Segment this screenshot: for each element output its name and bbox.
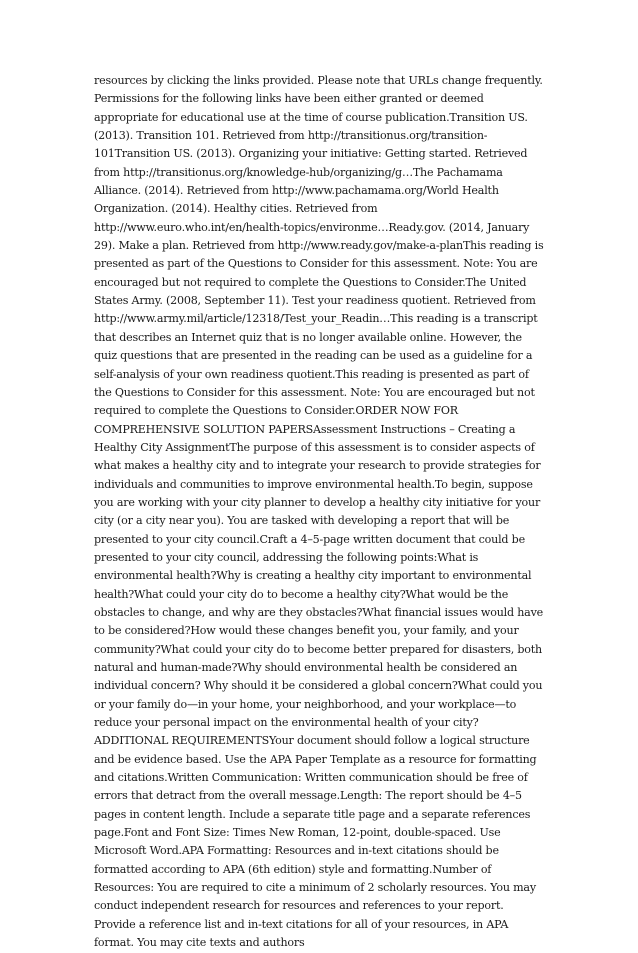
document-body-text: resources by clicking the links provided. Please note that URLs change frequently. Permissions for the following links have been either granted or deemed appropriate for educational use at the time of course publication.Transition US. (2013). Transition 101. Retrieved from http://transitionus.org/transition-101Transition US. (2013). Organizing your initiative: Getting started. Retrieved from http://transitionus.org/knowledge-hub/organizing/g…The Pachamama Alliance. (2014). Retrieved from http://www.pachamama.org/World Health Organization. (2014). Healthy cities. Retrieved from http://www.euro.who.int/en/health-topics/environme…Ready.gov. (2014, January 29). Make a plan. Retrieved from http://www.ready.gov/make-a-planThis reading is presented as part of the Questions to Consider for this assessment. Note: You are encouraged but not required to complete the Questions to Consider.The United States Army. (2008, September 11). Test your readiness quotient. Retrieved from http://www.army.mil/article/12318/Test_your_Readin…This reading is a transcript that describes an Internet quiz that is no longer available online. However, the quiz questions that are presented in the reading can be used as a guideline for a self-analysis of your own readiness quotient.This reading is presented as part of the Questions to Consider for this assessment. Note: You are encouraged but not required to complete the Questions to Consider.ORDER NOW FOR COMPREHENSIVE SOLUTION PAPERSAssessment Instructions – Creating a Healthy City AssignmentThe purpose of this assessment is to consider aspects of what makes a healthy city and to integrate your research to provide strategies for individuals and communities to improve environmental health.To begin, suppose you are working with your city planner to develop a healthy city initiative for your city (or a city near you). You are tasked with developing a report that will be presented to your city council.Craft a 4–5-page written document that could be presented to your city council, addressing the following points:What is environmental health?Why is creating a healthy city important to environmental health?What could your city do to become a healthy city?What would be the obstacles to change, and why are they obstacles?What financial issues would have to be considered?How would these changes benefit you, your family, and your community?What could your city do to become better prepared for disasters, both natural and human-made?Why should environmental health be considered an individual concern? Why should it be considered a global concern?What could you or your family do—in your home, your neighborhood, and your workplace—to reduce your personal impact on the environmental health of your city?ADDITIONAL REQUIREMENTSYour document should follow a logical structure and be evidence based. Use the APA Paper Template as a resource for formatting and citations.Written Communication: Written communication should be free of errors that detract from the overall message.Length: The report should be 4–5 pages in content length. Include a separate title page and a separate references page.Font and Font Size: Times New Roman, 12-point, double-spaced. Use Microsoft Word.APA Formatting: Resources and in-text citations should be formatted according to APA (6th edition) style and formatting.Number of Resources: You are required to cite a minimum of 2 scholarly resources. You may conduct independent research for resources and references to your report. Provide a reference list and in-text citations for all of your resources, in APA format. You may cite texts and authors	[94, 74, 544, 950]
